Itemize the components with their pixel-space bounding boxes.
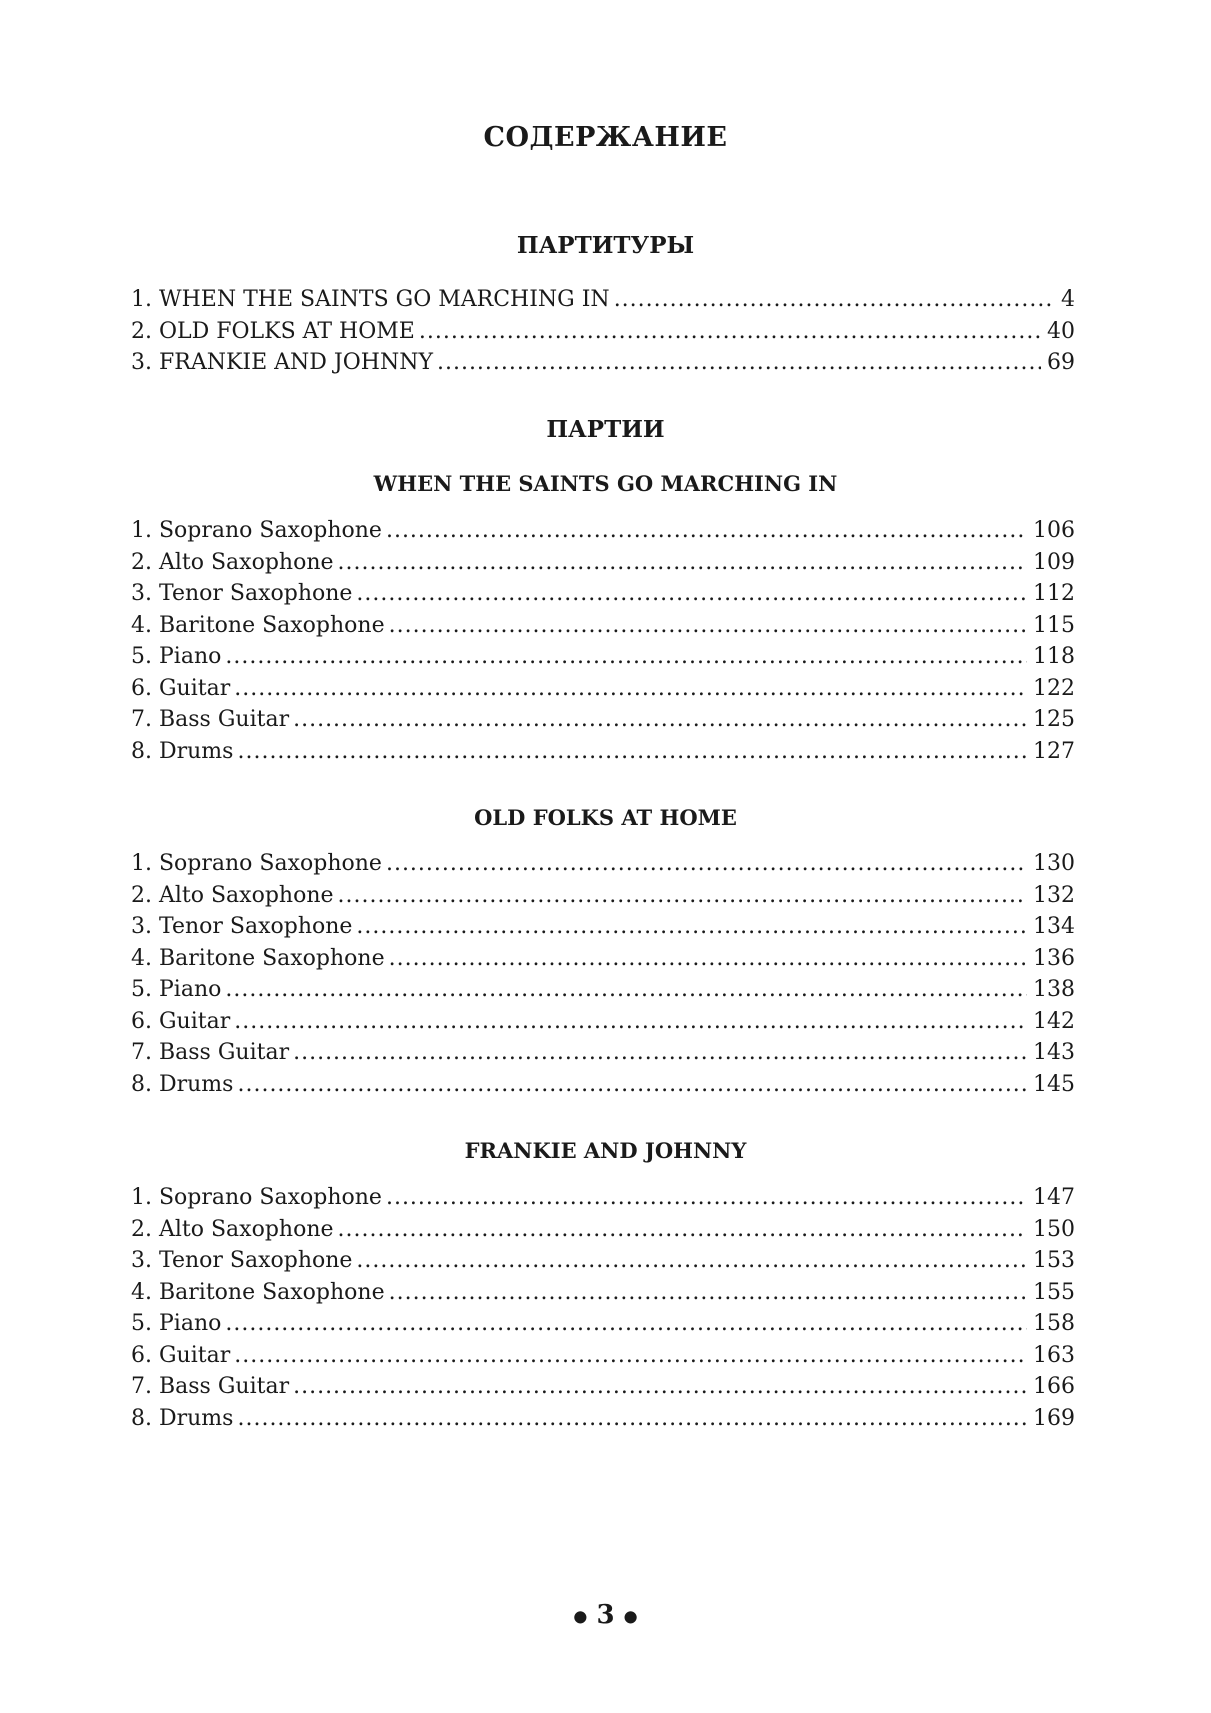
toc-page-number: 169: [1033, 1405, 1075, 1431]
leader-dots: [338, 1217, 1027, 1242]
leader-dots: [356, 914, 1027, 939]
toc-label: 3. Tenor Saxophone: [131, 581, 353, 606]
toc-label: 1. Soprano Saxophone: [131, 851, 382, 876]
toc-label: 4. Baritone Saxophone: [131, 945, 385, 971]
toc-page-number: 4: [1061, 287, 1075, 312]
toc-page-number: 142: [1033, 1008, 1075, 1034]
toc-row[interactable]: [131, 1343, 1075, 1375]
page-number-footer: [0, 1600, 1211, 1630]
toc-row[interactable]: [131, 883, 1075, 915]
leader-dots: [419, 319, 1041, 344]
leader-dots: [389, 946, 1027, 971]
leader-dots: [225, 1311, 1027, 1336]
toc-row[interactable]: [131, 1185, 1075, 1217]
leader-dots: [386, 1185, 1027, 1210]
parts-heading: ПАРТИИ: [546, 416, 665, 443]
leader-dots: [237, 1072, 1027, 1097]
toc-page-number: 106: [1033, 518, 1075, 543]
toc-label: 7. Bass Guitar: [131, 1374, 290, 1399]
toc-row[interactable]: [131, 1248, 1075, 1280]
leader-dots: [293, 707, 1027, 732]
page-title: СОДЕРЖАНИЕ: [483, 122, 728, 153]
toc-label: 2. Alto Saxophone: [131, 1216, 334, 1242]
toc-page-number: 118: [1033, 644, 1075, 669]
toc-page-number: 150: [1033, 1216, 1075, 1242]
toc-label: 5. Piano: [131, 644, 222, 669]
page-number: 3: [596, 1600, 615, 1630]
toc-row[interactable]: [131, 1009, 1075, 1041]
toc-page-number: 132: [1033, 882, 1075, 908]
leader-dots: [293, 1040, 1027, 1065]
toc-page-number: 40: [1047, 318, 1075, 344]
toc-page-number: 109: [1033, 549, 1075, 575]
toc-label: 5. Piano: [131, 977, 222, 1002]
toc-page-number: 122: [1033, 675, 1075, 701]
toc-row[interactable]: [131, 581, 1075, 613]
toc-row[interactable]: [131, 319, 1075, 351]
toc-label: 8. Drums: [131, 1071, 234, 1097]
leader-dots: [234, 1009, 1027, 1034]
toc-page-number: 145: [1033, 1071, 1075, 1097]
toc-label: 3. Tenor Saxophone: [131, 1248, 353, 1273]
toc-label: 8. Drums: [131, 1405, 234, 1431]
leader-dots: [389, 613, 1027, 638]
toc-label: 2. Alto Saxophone: [131, 549, 334, 575]
leader-dots: [234, 676, 1027, 701]
toc-label: 1. WHEN THE SAINTS GO MARCHING IN: [131, 287, 610, 312]
toc-row[interactable]: [131, 350, 1075, 382]
toc-page-number: 136: [1033, 945, 1075, 971]
toc-label: 6. Guitar: [131, 675, 231, 701]
bullet-icon: ●: [573, 1606, 588, 1626]
toc-row[interactable]: [131, 518, 1075, 550]
leader-dots: [225, 977, 1027, 1002]
leader-dots: [338, 550, 1027, 575]
toc-row[interactable]: [131, 1374, 1075, 1406]
toc-label: 7. Bass Guitar: [131, 1040, 290, 1065]
toc-row[interactable]: [131, 1040, 1075, 1072]
toc-row[interactable]: [131, 1217, 1075, 1249]
toc-row[interactable]: [131, 550, 1075, 582]
toc-page-number: 125: [1033, 707, 1075, 732]
toc-label: 7. Bass Guitar: [131, 707, 290, 732]
toc-page-number: 138: [1033, 977, 1075, 1002]
toc-label: 4. Baritone Saxophone: [131, 612, 385, 638]
toc-page-number: 112: [1033, 581, 1075, 606]
toc-page-number: 147: [1033, 1185, 1075, 1210]
toc-row[interactable]: [131, 613, 1075, 645]
toc-page-number: 134: [1033, 914, 1075, 939]
leader-dots: [237, 1406, 1027, 1431]
leader-dots: [293, 1374, 1027, 1399]
toc-row[interactable]: [131, 644, 1075, 676]
song-parts-list: [131, 851, 1075, 1103]
toc-row[interactable]: [131, 977, 1075, 1009]
leader-dots: [614, 287, 1055, 312]
toc-row[interactable]: [131, 1280, 1075, 1312]
toc-label: 1. Soprano Saxophone: [131, 1185, 382, 1210]
toc-page-number: 166: [1033, 1374, 1075, 1399]
scores-heading: ПАРТИТУРЫ: [516, 232, 695, 259]
toc-page-number: 143: [1033, 1040, 1075, 1065]
toc-label: 2. Alto Saxophone: [131, 882, 334, 908]
toc-label: 3. FRANKIE AND JOHNNY: [131, 350, 433, 375]
toc-page-number: 69: [1047, 350, 1075, 375]
leader-dots: [386, 518, 1027, 543]
toc-label: 1. Soprano Saxophone: [131, 518, 382, 543]
toc-row[interactable]: [131, 946, 1075, 978]
toc-row[interactable]: [131, 1406, 1075, 1438]
toc-label: 8. Drums: [131, 738, 234, 764]
toc-page-number: 153: [1033, 1248, 1075, 1273]
toc-page-number: 163: [1033, 1342, 1075, 1368]
toc-label: 5. Piano: [131, 1311, 222, 1336]
leader-dots: [338, 883, 1027, 908]
song-title: FRANKIE AND JOHNNY: [464, 1138, 747, 1163]
toc-row[interactable]: [131, 851, 1075, 883]
leader-dots: [225, 644, 1027, 669]
toc-label: 3. Tenor Saxophone: [131, 914, 353, 939]
bullet-icon: ●: [623, 1606, 638, 1626]
leader-dots: [386, 851, 1027, 876]
toc-page-number: 130: [1033, 851, 1075, 876]
toc-row[interactable]: [131, 1072, 1075, 1104]
toc-page-number: 155: [1033, 1279, 1075, 1305]
toc-row[interactable]: [131, 914, 1075, 946]
toc-page-number: 158: [1033, 1311, 1075, 1336]
leader-dots: [389, 1280, 1027, 1305]
toc-page-number: 115: [1033, 612, 1075, 638]
leader-dots: [356, 1248, 1027, 1273]
toc-row[interactable]: [131, 707, 1075, 739]
toc-label: 4. Baritone Saxophone: [131, 1279, 385, 1305]
toc-row[interactable]: [131, 739, 1075, 771]
song-parts-list: [131, 518, 1075, 770]
toc-label: 6. Guitar: [131, 1342, 231, 1368]
toc-label: 2. OLD FOLKS AT HOME: [131, 318, 415, 344]
leader-dots: [234, 1343, 1027, 1368]
leader-dots: [437, 350, 1041, 375]
song-parts-list: [131, 1185, 1075, 1437]
song-title: WHEN THE SAINTS GO MARCHING IN: [373, 471, 838, 496]
toc-row[interactable]: [131, 287, 1075, 319]
song-title: OLD FOLKS AT HOME: [474, 805, 737, 830]
toc-row[interactable]: [131, 676, 1075, 708]
toc-row[interactable]: [131, 1311, 1075, 1343]
scores-list: [131, 287, 1075, 382]
leader-dots: [356, 581, 1027, 606]
toc-label: 6. Guitar: [131, 1008, 231, 1034]
leader-dots: [237, 739, 1027, 764]
toc-page-number: 127: [1033, 738, 1075, 764]
